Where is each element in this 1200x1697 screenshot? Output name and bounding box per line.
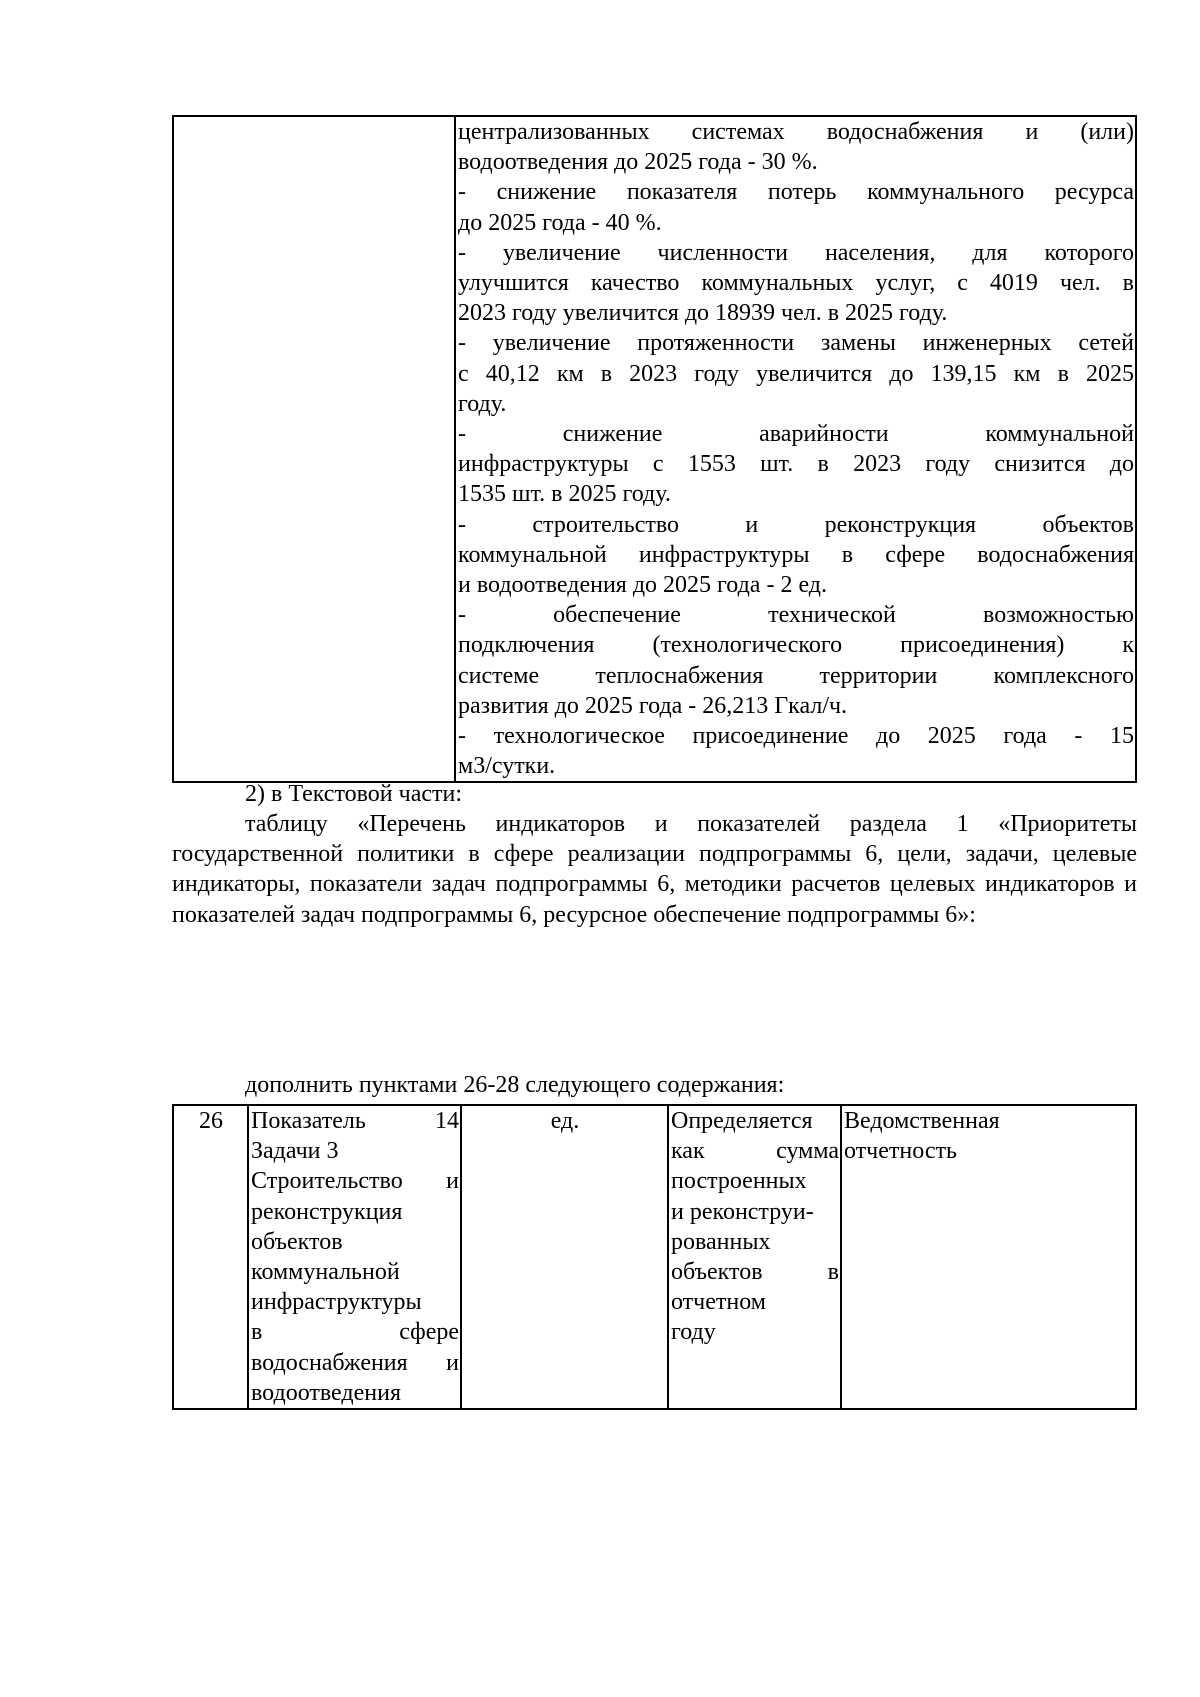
section-paragraph: таблицу «Перечень индикаторов и показателей раздела 1 «Приоритеты государственной политики в сфере реализации подпрограммы 6, цели, задачи, целевые индикаторы, показатели задач подпрограммы 6, методики расчетов целевых индикаторов и показателей задач подпрограммы 6, ресурсное обеспечение подпрограммы 6»: xyxy=(172,811,1137,928)
indicator-name-line: реконструкция xyxy=(251,1198,403,1225)
indicator-name-cell xyxy=(248,1105,461,1409)
targets-text-line: 1535 шт. в 2025 году. xyxy=(458,481,671,508)
targets-text-line: инфраструктуры с 1553 шт. в 2023 году снизится до xyxy=(458,451,1134,478)
targets-text-line: улучшится качество коммунальных услуг, с 4019 чел. в xyxy=(458,270,1134,297)
targets-text-line: коммунальной инфраструктуры в сфере водоснабжения xyxy=(458,541,1134,568)
indicator-name-line: Показатель 14 xyxy=(251,1108,459,1134)
indicator-name-line: водоснабжения и xyxy=(251,1349,459,1376)
indicator-name-line: водоотведения xyxy=(251,1379,401,1406)
targets-text-line: 2023 году увеличится до 18939 чел. в 2025 году. xyxy=(458,300,948,327)
source-cell xyxy=(841,1105,1136,1409)
indicator-name-line: коммунальной xyxy=(251,1259,400,1286)
targets-text-cell xyxy=(455,116,1136,782)
source-line: отчетность xyxy=(844,1138,957,1165)
supplement-instruction: дополнить пунктами 26-28 следующего содержания: xyxy=(245,1072,785,1098)
method-line: Определяется xyxy=(671,1108,813,1134)
method-line: году xyxy=(671,1319,716,1346)
method-line: как сумма xyxy=(671,1138,839,1165)
method-line: и реконструи- xyxy=(671,1198,814,1225)
method-line: отчетном xyxy=(671,1289,766,1316)
method-line: построенных xyxy=(671,1168,807,1195)
empty-left-cell xyxy=(173,116,455,782)
indicator-name-line: объектов xyxy=(251,1228,343,1255)
targets-text-line: - технологическое присоединение до 2025 года - 15 xyxy=(458,723,1134,750)
targets-text-line: с 40,12 км в 2023 году увеличится до 139,15 км в 2025 xyxy=(458,360,1134,387)
targets-text xyxy=(458,117,1134,781)
targets-text-line: - снижение показателя потерь коммунального ресурса xyxy=(458,179,1134,206)
unit-cell: ед. xyxy=(461,1105,668,1409)
indicators-table xyxy=(172,1104,1137,1410)
section-heading: 2) в Текстовой части: xyxy=(245,781,462,807)
method-line: объектов в xyxy=(671,1259,839,1286)
table-row xyxy=(173,1105,1136,1409)
indicator-name-line: Задачи 3 xyxy=(251,1138,339,1165)
targets-text-line: развития до 2025 года - 26,213 Гкал/ч. xyxy=(458,692,848,719)
targets-text-line: - увеличение численности населения, для которого xyxy=(458,239,1134,266)
targets-text-line: централизованных системах водоснабжения и (или) xyxy=(458,119,1134,145)
program-continuation-table xyxy=(172,115,1137,783)
method-cell xyxy=(668,1105,841,1409)
targets-text-line: водоотведения до 2025 года - 30 %. xyxy=(458,149,818,176)
indicator-name-line: в сфере xyxy=(251,1319,459,1346)
targets-text-line: - снижение аварийности коммунальной xyxy=(458,421,1134,448)
targets-text-line: и водоотведения до 2025 года - 2 ед. xyxy=(458,572,827,599)
targets-text-line: м3/сутки. xyxy=(458,753,556,780)
targets-text-line: системе теплоснабжения территории комплексного xyxy=(458,662,1134,689)
targets-text-line: - увеличение протяженности замены инженерных сетей xyxy=(458,330,1134,357)
table-row xyxy=(173,116,1136,782)
source-line: Ведомственная xyxy=(844,1108,1000,1134)
indicator-name-line: инфраструктуры xyxy=(251,1289,422,1316)
method-line: рованных xyxy=(671,1228,771,1255)
targets-text-line: до 2025 года - 40 %. xyxy=(458,209,662,236)
targets-text-line: году. xyxy=(458,390,507,417)
targets-text-line: - обеспечение технической возможностью xyxy=(458,602,1134,629)
targets-text-line: подключения (технологического присоединения) к xyxy=(458,632,1134,659)
row-number-cell: 26 xyxy=(173,1105,248,1409)
targets-text-line: - строительство и реконструкция объектов xyxy=(458,511,1134,538)
indicator-name-line: Строительство и xyxy=(251,1168,459,1195)
